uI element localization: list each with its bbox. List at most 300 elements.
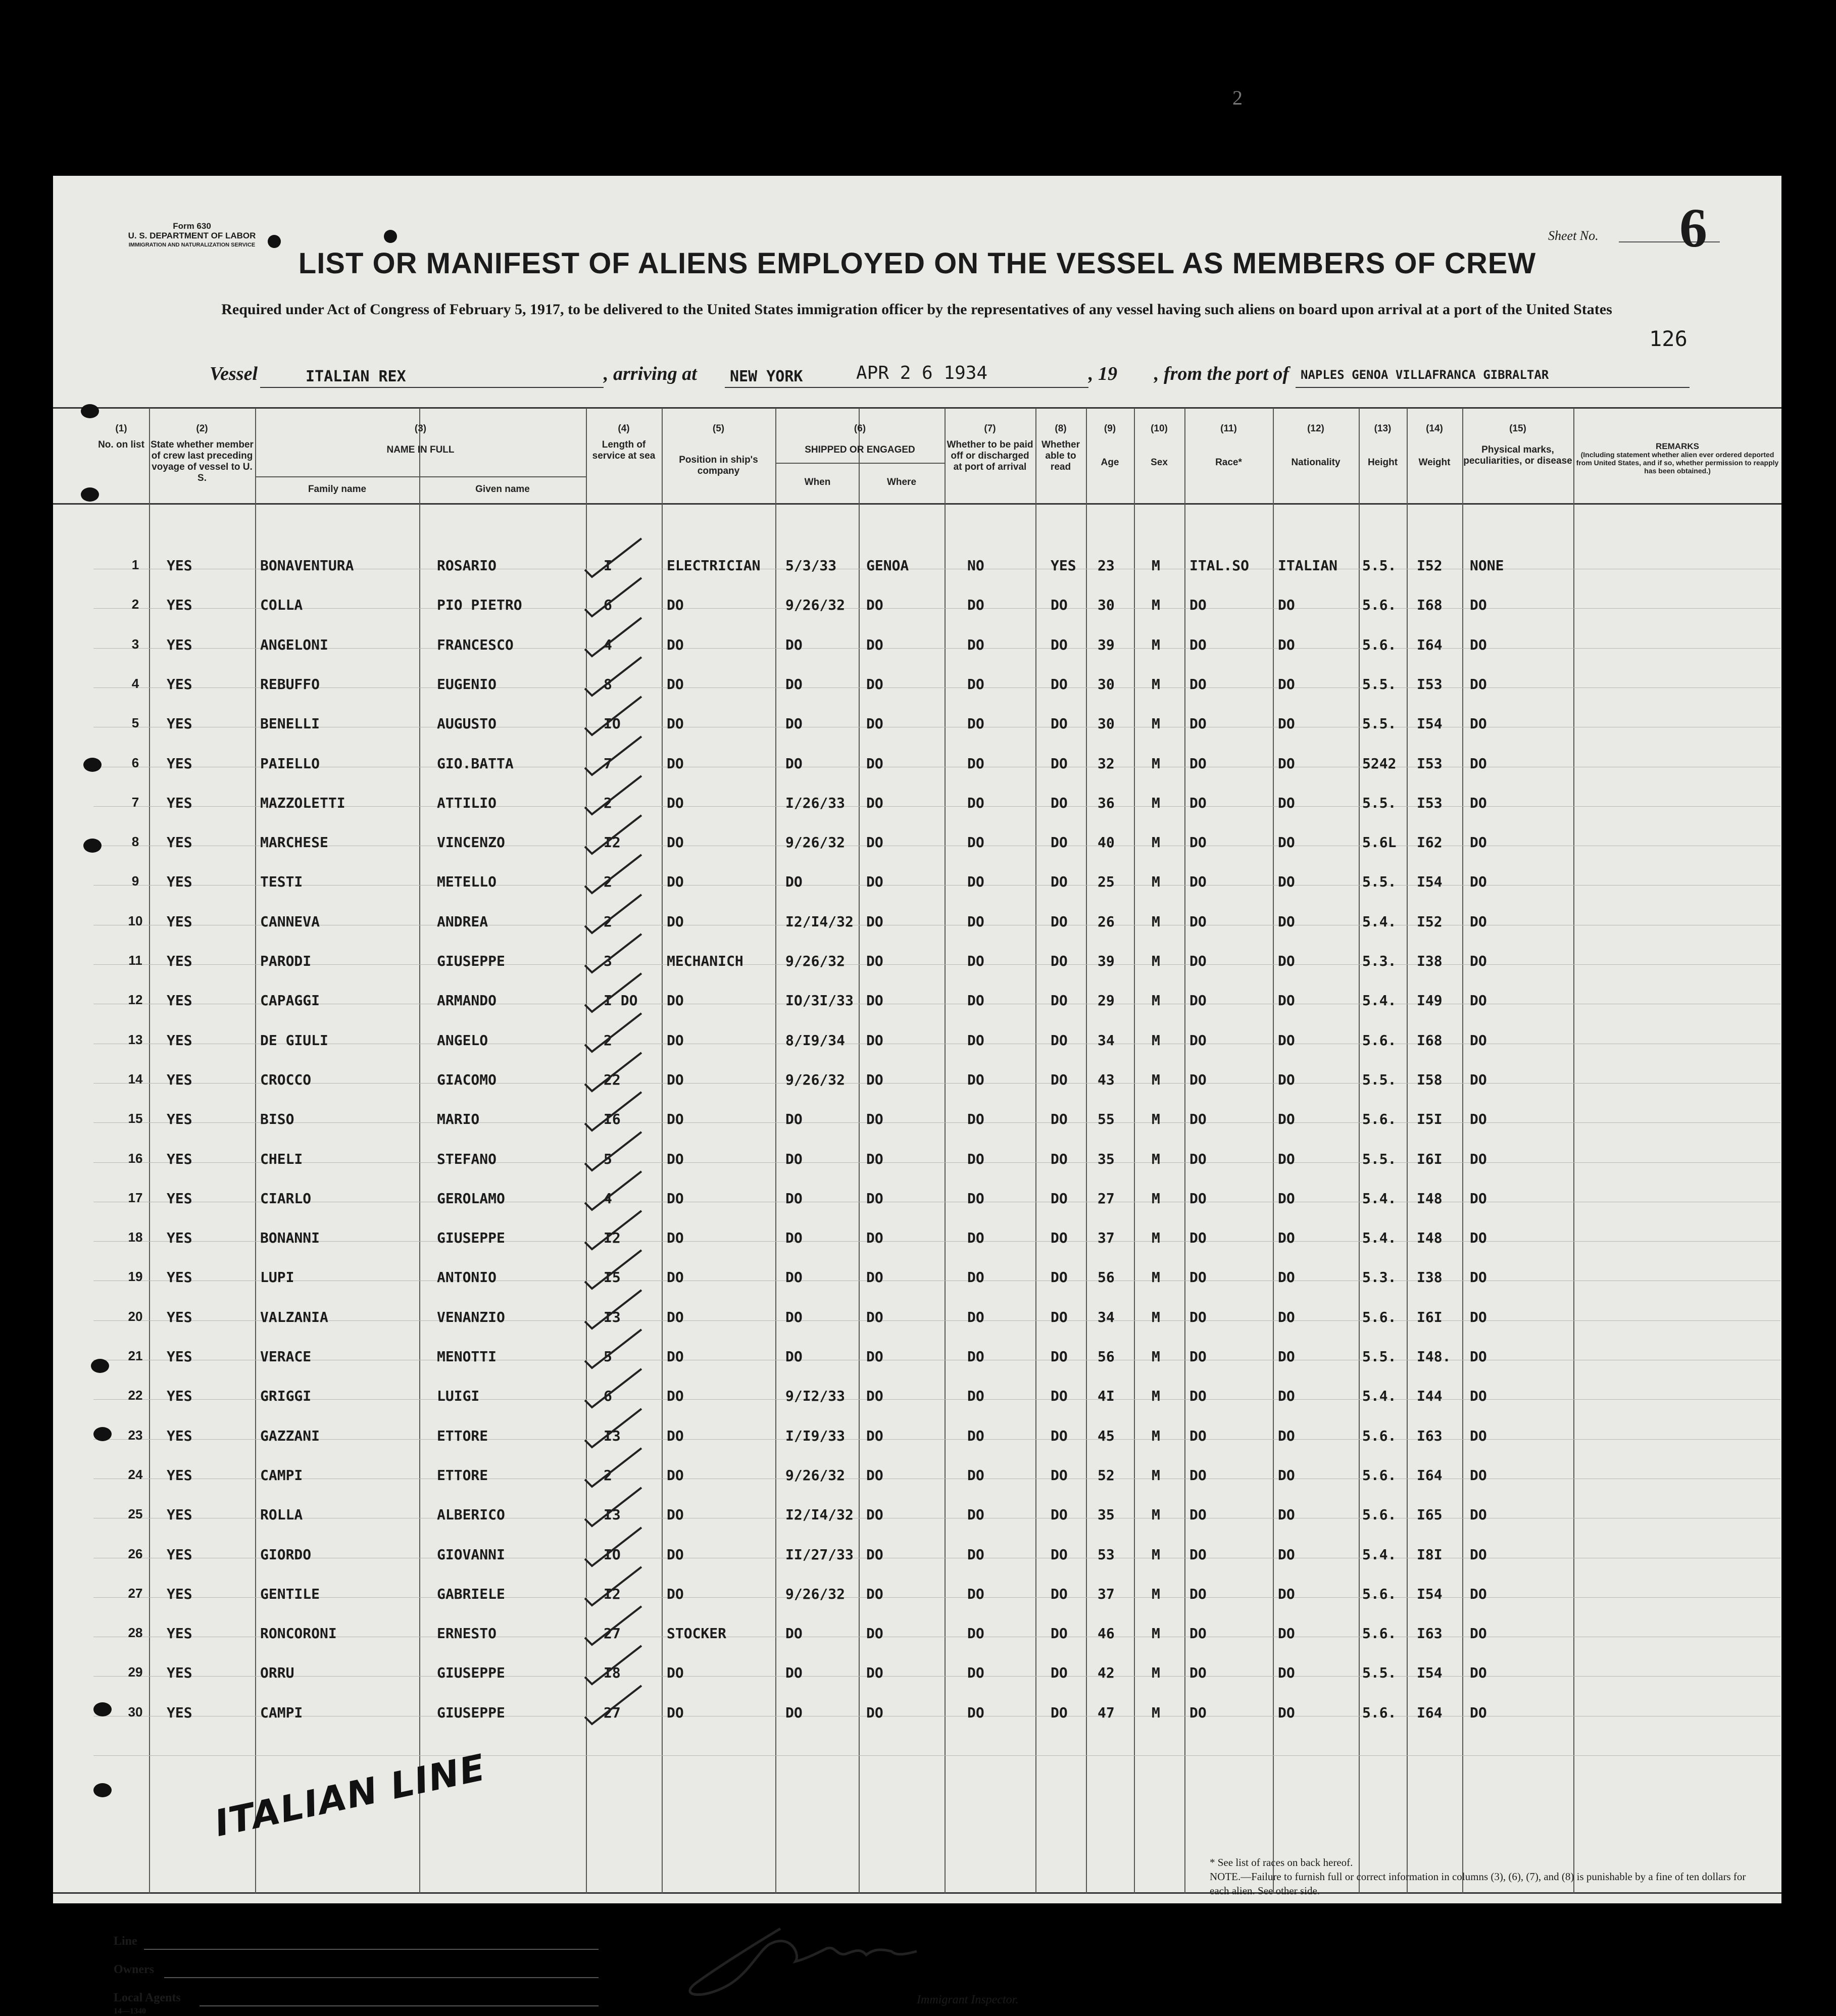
penalty-note: NOTE.—Failure to furnish full or correct information in columns (3), (6), (7), and (8) is punishable by a fine of ten dollars for each alien. See other side. [1210,1871,1746,1897]
row-rule [93,1676,1780,1677]
weight: I8I [1417,1546,1443,1563]
row-rule [93,1122,1780,1123]
shipped-when: 5/3/33 [785,557,837,574]
position: DO [667,1150,684,1167]
service-check-mark [581,969,647,1015]
shipped-when: DO [785,1308,803,1325]
row-rule [93,648,1780,649]
family-name: GENTILE [260,1585,320,1602]
able-to-read: DO [1051,755,1068,772]
inspector-signature [674,1913,957,2004]
shipped-where: DO [866,636,883,653]
race: DO [1189,1190,1207,1207]
punch-hole [93,1702,112,1716]
paid-off: DO [967,1031,984,1049]
sex: M [1152,636,1160,653]
col-number: (9) [1104,423,1116,434]
able-to-read: DO [1051,992,1068,1009]
weight: I63 [1417,1625,1443,1642]
given-name: ANDREA [437,913,488,930]
shipped-where: DO [866,1111,883,1128]
paid-off: DO [967,1625,984,1642]
row-number: 14 [128,1071,143,1087]
family-name: CAMPI [260,1704,303,1721]
col-number: (13) [1374,423,1392,434]
age: 35 [1098,1150,1115,1167]
shipped-where: GENOA [866,557,909,574]
family-name: RONCORONI [260,1625,337,1642]
sex: M [1152,1625,1160,1642]
physical-marks: DO [1470,1348,1487,1365]
service-check-mark [581,653,647,699]
nationality: DO [1278,1269,1295,1286]
sex: M [1152,1664,1160,1682]
col-header-text: Height [1367,457,1398,468]
service-check-mark [581,614,647,659]
row-number: 20 [128,1308,143,1324]
col-divider [1184,408,1185,1893]
service-length: I2 [604,1230,621,1247]
able-to-read: DO [1051,794,1068,811]
col-header-text: Weight [1418,457,1451,468]
table-top-border [53,407,1781,409]
col-number: (11) [1220,423,1237,434]
vessel-line [53,363,1781,393]
weight: I63 [1417,1427,1443,1444]
sex: M [1152,1071,1160,1088]
physical-marks: DO [1470,953,1487,969]
col-header-text: Physical marks, peculiarities, or disease [1463,445,1572,466]
form-code: 14—1340 [114,2007,146,2015]
position: MECHANICH [667,953,743,969]
crew-last-voyage: YES [167,1190,192,1207]
physical-marks: DO [1470,1071,1487,1088]
weight: I53 [1417,675,1443,693]
nationality: DO [1278,755,1295,772]
given-name: GIUSEPPE [437,1664,505,1682]
family-name: CHELI [260,1150,303,1167]
race: DO [1189,1230,1207,1247]
age: 53 [1098,1546,1115,1563]
position: DO [667,873,684,891]
family-name: GAZZANI [260,1427,320,1444]
col-number: (2) [196,423,208,434]
row-number: 15 [128,1111,143,1126]
col-number: (7) [984,423,996,434]
service-length: I3 [604,1506,621,1523]
row-number: 8 [131,834,139,850]
nationality: DO [1278,715,1295,732]
col-header-text: Position in ship's company [679,455,758,476]
arriving-underline [725,387,1088,388]
col-divider [1134,408,1135,1893]
punch-hole [81,404,99,418]
nationality: DO [1278,1111,1295,1128]
able-to-read: DO [1051,913,1068,930]
height: 5.4. [1362,1230,1397,1247]
service-check-mark [581,811,647,857]
nationality: DO [1278,1427,1295,1444]
paid-off: DO [967,1466,984,1484]
col-header-text: Whether to be paid off or discharged at port of arrival [947,439,1033,472]
service-length: 2 [604,913,612,930]
height: 5.5. [1362,557,1397,574]
height: 5.6. [1362,1704,1397,1721]
position: DO [667,675,684,693]
age: 40 [1098,834,1115,851]
given-name: GIO.BATTA [437,755,514,772]
paid-off: DO [967,834,984,851]
row-number: 24 [128,1466,143,1482]
crew-last-voyage: YES [167,1585,192,1602]
department-name: U. S. DEPARTMENT OF LABOR [128,231,256,240]
family-name: VERACE [260,1348,312,1365]
position: DO [667,1506,684,1523]
able-to-read: DO [1051,675,1068,693]
col-header-remarks [1574,442,1780,475]
shipped-when: DO [785,1664,803,1682]
row-number: 3 [131,636,139,652]
shipped-when: DO [785,1150,803,1167]
given-name: METELLO [437,873,497,891]
race: DO [1189,1111,1207,1128]
position: DO [667,1388,684,1405]
race: DO [1189,1348,1207,1365]
race: DO [1189,992,1207,1009]
able-to-read: DO [1051,1071,1068,1088]
row-number: 12 [128,992,143,1008]
paid-off: DO [967,755,984,772]
col-divider [662,408,663,1893]
physical-marks: DO [1470,675,1487,693]
row-number: 18 [128,1230,143,1245]
family-name: BONAVENTURA [260,557,354,574]
age: 37 [1098,1585,1115,1602]
sex: M [1152,557,1160,574]
age: 56 [1098,1348,1115,1365]
col-number: (8) [1055,423,1067,434]
nationality: DO [1278,597,1295,614]
physical-marks: DO [1470,1546,1487,1563]
given-name: GIOVANNI [437,1546,505,1563]
age: 43 [1098,1071,1115,1088]
sex: M [1152,1466,1160,1484]
paid-off: DO [967,1190,984,1207]
physical-marks: DO [1470,715,1487,732]
nationality: DO [1278,1190,1295,1207]
age: 52 [1098,1466,1115,1484]
given-name: ANGELO [437,1031,488,1049]
row-rule [93,1755,1780,1756]
weight: I5I [1417,1111,1443,1128]
service-check-mark [581,1167,647,1213]
able-to-read: DO [1051,1348,1068,1365]
col-header-text: Whether able to read [1041,439,1080,472]
able-to-read: DO [1051,636,1068,653]
given-name: VINCENZO [437,834,505,851]
page-title: LIST OR MANIFEST OF ALIENS EMPLOYED ON THE VESSEL AS MEMBERS OF CREW [298,247,1536,280]
nationality: DO [1278,1388,1295,1405]
service-length: I6 [604,1111,621,1128]
service-check-mark [581,1682,647,1727]
col-header-text: Age [1101,457,1119,468]
sex: M [1152,1190,1160,1207]
service-check-mark [581,1563,647,1608]
service-length: 6 [604,597,612,614]
nationality: DO [1278,636,1295,653]
col-number: (1) [115,423,127,434]
shipped-where: DO [866,1427,883,1444]
sex: M [1152,1348,1160,1365]
paid-off: DO [967,636,984,653]
service-check-mark [581,1642,647,1687]
height: 5.4. [1362,913,1397,930]
col-header-name [256,423,585,456]
sex: M [1152,1031,1160,1049]
given-name: GIUSEPPE [437,1230,505,1247]
shipped-where: DO [866,1388,883,1405]
service-length: I8 [604,1664,621,1682]
able-to-read: DO [1051,1031,1068,1049]
row-rule [93,1320,1780,1321]
weight: I38 [1417,953,1443,969]
family-name: REBUFFO [260,675,320,693]
row-number: 26 [128,1546,143,1561]
col-header-nationality [1274,423,1358,468]
paid-off: DO [967,1427,984,1444]
paid-off: DO [967,794,984,811]
given-name: GABRIELE [437,1585,505,1602]
shipped-when: 9/26/32 [785,1071,846,1088]
service-check-mark [581,1405,647,1450]
height: 5.5. [1362,794,1397,811]
height: 5.6. [1362,1111,1397,1128]
nationality: DO [1278,873,1295,891]
row-number: 2 [131,597,139,612]
service-check-mark [581,534,647,580]
position: DO [667,992,684,1009]
shipped-where: DO [866,1071,883,1088]
able-to-read: DO [1051,953,1068,969]
height: 5.6. [1362,1585,1397,1602]
crew-last-voyage: YES [167,1071,192,1088]
age: 23 [1098,557,1115,574]
shipped-when: DO [785,675,803,693]
nationality: DO [1278,953,1295,969]
physical-marks: DO [1470,834,1487,851]
age: 30 [1098,597,1115,614]
weight: I49 [1417,992,1443,1009]
age: 35 [1098,1506,1115,1523]
service-length: I DO [604,992,638,1009]
race: DO [1189,1308,1207,1325]
family-name: CAPAGGI [260,992,320,1009]
shipped-when: DO [785,1230,803,1247]
service-check-mark [581,1444,647,1490]
position: DO [667,636,684,653]
paid-off: DO [967,1230,984,1247]
shipped-where: DO [866,675,883,693]
position: DO [667,1585,684,1602]
race: DO [1189,1031,1207,1049]
race: DO [1189,1466,1207,1484]
height: 5.4. [1362,1190,1397,1207]
shipped-when: DO [785,1111,803,1128]
shipped-when: DO [785,755,803,772]
service-length: 5 [604,1348,612,1365]
sheet-number: 6 [1679,197,1707,259]
weight: I64 [1417,1704,1443,1721]
weight: I52 [1417,913,1443,930]
italian-line-stamp: ITALIAN LINE [211,1746,489,1845]
position: ELECTRICIAN [667,557,761,574]
crew-last-voyage: YES [167,953,192,969]
paid-off: DO [967,1546,984,1563]
weight: I6I [1417,1308,1443,1325]
col-header-given: Given name [475,484,530,495]
col-header-text: Nationality [1291,457,1341,468]
given-name: GIUSEPPE [437,953,505,969]
crew-last-voyage: YES [167,1625,192,1642]
able-to-read: DO [1051,597,1068,614]
weight: I64 [1417,636,1443,653]
age: 30 [1098,675,1115,693]
shipped-when: I2/I4/32 [785,1506,854,1523]
position: DO [667,1071,684,1088]
service-length: I [604,557,612,574]
arriving-label: , arriving at [604,363,697,384]
service-check-mark [581,891,647,936]
from-port: NAPLES GENOA VILLAFRANCA GIBRALTAR [1301,368,1549,382]
paid-off: DO [967,1704,984,1721]
line-underline [144,1949,599,1950]
family-name: DE GIULI [260,1031,328,1049]
sex: M [1152,675,1160,693]
height: 5.6. [1362,1427,1397,1444]
position: DO [667,794,684,811]
shipped-where: DO [866,1031,883,1049]
punch-hole [83,758,102,772]
able-to-read: DO [1051,1664,1068,1682]
service-length: IO [604,1546,621,1563]
shipped-where: DO [866,1704,883,1721]
height: 5.6. [1362,1625,1397,1642]
service-length: 3 [604,953,612,969]
row-number: 13 [128,1031,143,1047]
given-name: ERNESTO [437,1625,497,1642]
col-number: (14) [1426,423,1443,434]
shipped-where: DO [866,597,883,614]
race: DO [1189,913,1207,930]
family-name: PAIELLO [260,755,320,772]
race: ITAL.SO [1189,557,1250,574]
position: DO [667,1190,684,1207]
row-number: 1 [131,557,139,572]
service-length: I2 [604,834,621,851]
row-number: 23 [128,1427,143,1443]
row-number: 17 [128,1190,143,1205]
service-length: 7 [604,755,612,772]
height: 5.3. [1362,953,1397,969]
height: 5.5. [1362,873,1397,891]
inspector-label: Immigrant Inspector. [917,1993,1019,2006]
given-name: STEFANO [437,1150,497,1167]
crew-last-voyage: YES [167,636,192,653]
crew-last-voyage: YES [167,1466,192,1484]
weight: I65 [1417,1506,1443,1523]
sex: M [1152,992,1160,1009]
weight: I48. [1417,1348,1451,1365]
crew-last-voyage: YES [167,1506,192,1523]
weight: I54 [1417,715,1443,732]
service-name: IMMIGRATION AND NATURALIZATION SERVICE [128,242,256,248]
arriving-port: NEW YORK [730,368,803,385]
given-name: AUGUSTO [437,715,497,732]
paid-off: DO [967,1269,984,1286]
shipped-when: 9/26/32 [785,1466,846,1484]
col-header-sex [1135,423,1183,468]
sex: M [1152,1308,1160,1325]
shipped-when: I/26/33 [785,794,846,811]
service-length: 2 [604,1031,612,1049]
col-header-family: Family name [308,484,367,495]
sex: M [1152,1704,1160,1721]
crew-last-voyage: YES [167,715,192,732]
height: 5.4. [1362,992,1397,1009]
family-name: ORRU [260,1664,294,1682]
position: DO [667,1269,684,1286]
race: DO [1189,1269,1207,1286]
given-name: ETTORE [437,1466,488,1484]
race: DO [1189,1625,1207,1642]
sex: M [1152,1585,1160,1602]
shipped-when: DO [785,1704,803,1721]
crew-last-voyage: YES [167,1427,192,1444]
weight: I54 [1417,873,1443,891]
col-header-position [663,423,774,477]
paid-off: DO [967,597,984,614]
shipped-when: 9/I2/33 [785,1388,846,1405]
col-number: (6) [854,423,866,434]
able-to-read: DO [1051,1546,1068,1563]
position: DO [667,1230,684,1247]
service-length: I2 [604,1585,621,1602]
col-header-text: REMARKS [1656,441,1699,451]
service-check-mark [581,851,647,896]
local-agents-label: Local Agents [114,1991,181,2004]
nationality: DO [1278,1348,1295,1365]
paid-off: DO [967,675,984,693]
crew-last-voyage: YES [167,1111,192,1128]
punch-hole [384,230,397,243]
weight: I6I [1417,1150,1443,1167]
vessel-name: ITALIAN REX [306,368,406,385]
able-to-read: DO [1051,1308,1068,1325]
height: 5.5. [1362,1664,1397,1682]
nationality: DO [1278,1031,1295,1049]
col-divider [1573,408,1574,1893]
row-rule [93,1439,1780,1440]
family-name: PARODI [260,953,312,969]
family-name: COLLA [260,597,303,614]
paid-off: DO [967,1585,984,1602]
shipped-where: DO [866,1466,883,1484]
able-to-read: DO [1051,1466,1068,1484]
age: 27 [1098,1190,1115,1207]
physical-marks: DO [1470,1388,1487,1405]
row-number: 6 [131,755,139,770]
height: 5.6. [1362,1506,1397,1523]
